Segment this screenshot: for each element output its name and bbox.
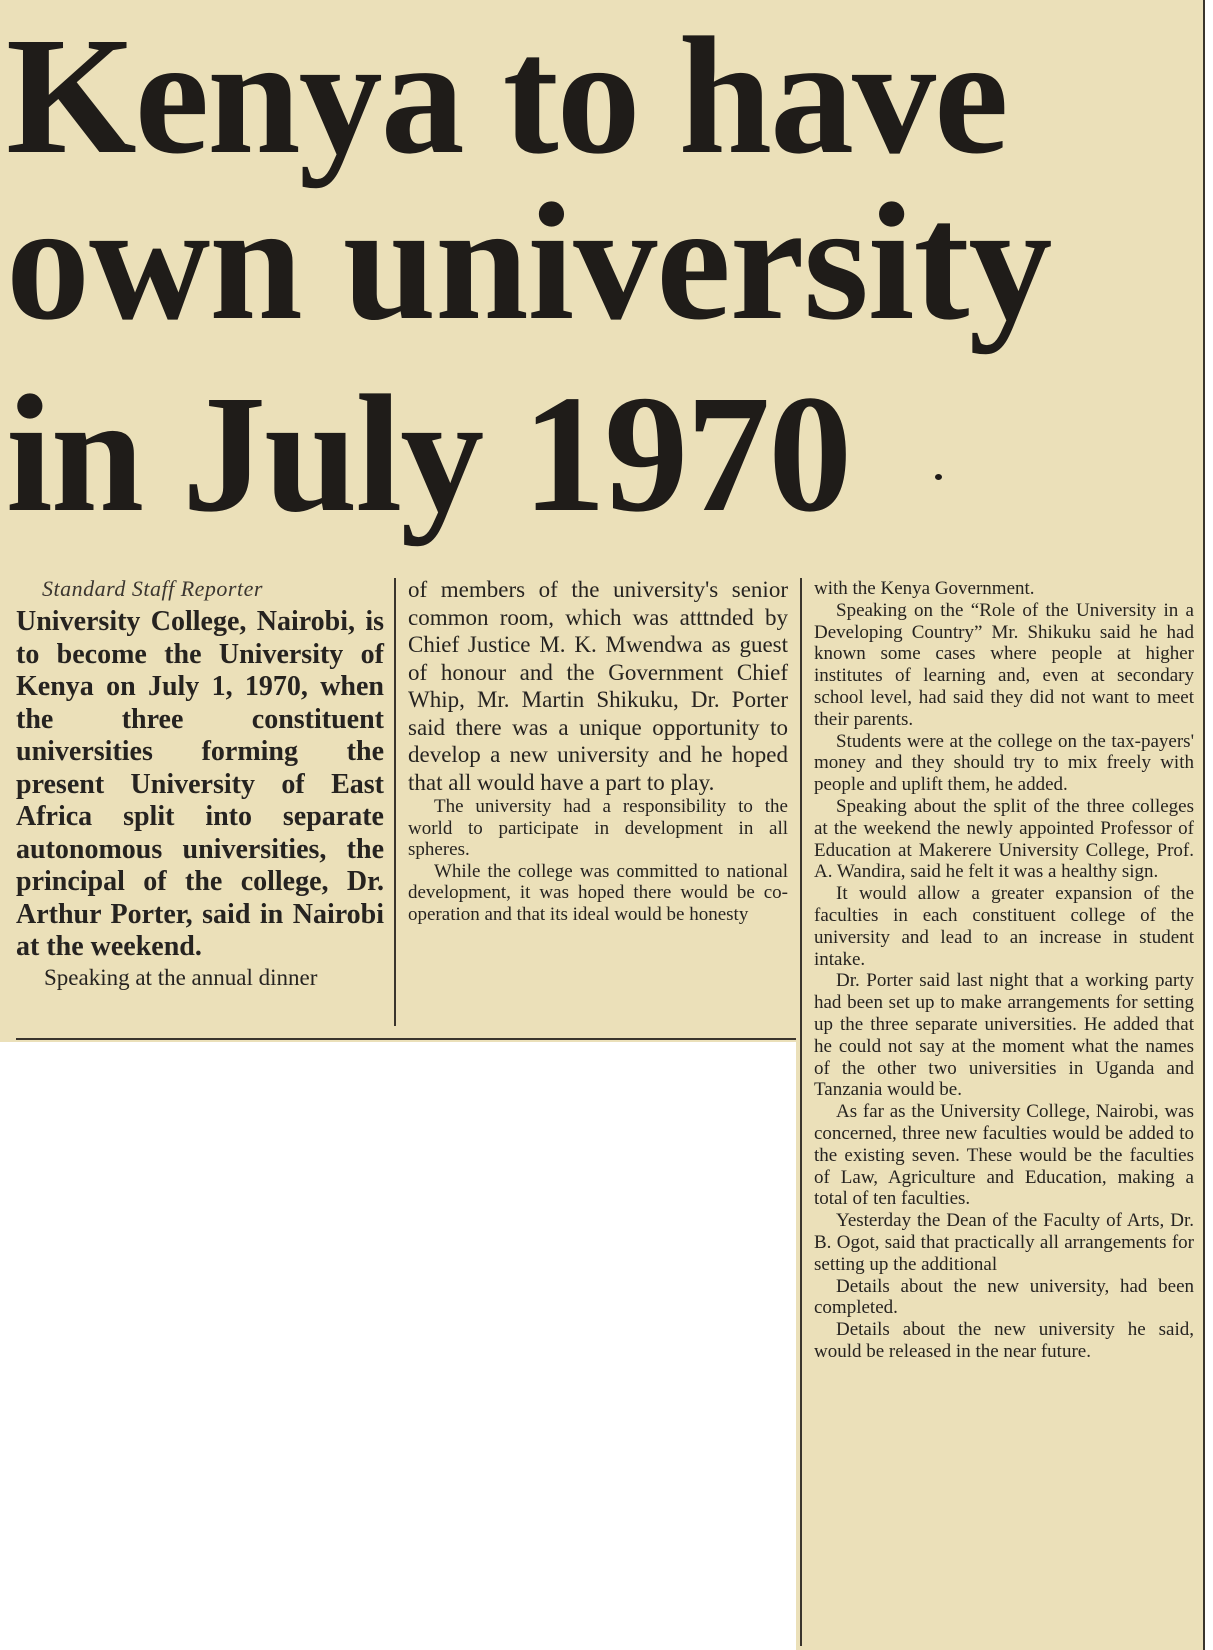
- column3-paragraph-1: with the Kenya Government.: [814, 578, 1035, 599]
- column3-paragraph-4: Speaking about the split of the three colleges at the weekend the newly appointed Professor of Education at Makerere University College, Prof. A. Wandira, said he felt it was a healthy sign.: [814, 795, 1194, 883]
- clipping-right-edge: [1203, 0, 1205, 1650]
- column1-tail-paragraph: Speaking at the annual dinner: [44, 964, 318, 990]
- headline-line-1: Kenya to have: [6, 3, 1007, 189]
- lead-paragraph: University College, Nairobi, is to become the University of Kenya on July 1, 1970, when the three constituent universities forming the present University of East Africa split into separate autonomous universities, the principal of the college, Dr. Arthur Porter, said in Nairobi at the weekend.: [16, 606, 384, 962]
- article-column-3: [814, 578, 1194, 1363]
- byline: Standard Staff Reporter: [42, 576, 263, 601]
- column3-paragraph-6: Dr. Porter said last night that a working party had been set up to make arrangements for setting up the three separate universities. He added that he could not say at the moment what the names of the other two universities in Uganda and Tanzania would be.: [814, 970, 1194, 1101]
- column2-paragraph-3: While the college was committed to national development, it was hoped there would be co-operation and that its ideal would be honesty: [408, 860, 788, 925]
- column-rule-1: [394, 578, 396, 1026]
- column3-paragraph-2: Speaking on the “Role of the University in a Developing Country” Mr. Shikuku said he had known some cases where people at higher institutes of learning and, even at secondary school level, had said they did not want to meet their parents.: [814, 599, 1194, 730]
- column2-paragraph-1: of members of the university's senior common room, which was atttnded by Chief Justice M. K. Mwendwa as guest of honour and the Government Chief Whip, Mr. Martin Shikuku, Dr. Porter said there was a unique opportunity to develop a new university and he hoped that all would have a part to play.: [408, 577, 788, 795]
- column3-paragraph-10: Details about the new university he said, would be released in the near future.: [814, 1319, 1194, 1362]
- column2-paragraph-2: The university had a responsibility to the world to participate in development in all spheres.: [408, 796, 788, 860]
- column3-paragraph-3: Students were at the college on the tax-payers' money and they should try to mix freely with people and uplift them, he added.: [814, 730, 1194, 796]
- column3-paragraph-8: Yesterday the Dean of the Faculty of Arts, Dr. B. Ogot, said that practically all arrangements for setting up the additional: [814, 1210, 1194, 1275]
- column-rule-2: [800, 578, 802, 1646]
- headline-line-2: own university: [6, 169, 1052, 355]
- bottom-rule: [16, 1038, 796, 1040]
- headline-line-3: in July 1970: [6, 361, 851, 547]
- article-column-1: [16, 576, 384, 991]
- column3-paragraph-9: Details about the new university, had been completed.: [814, 1275, 1194, 1319]
- column3-paragraph-7: As far as the University College, Nairobi, was concerned, three new faculties would be added to the existing seven. These would be the faculties of Law, Agriculture and Education, making a total of ten faculties.: [814, 1101, 1194, 1210]
- headline-period-mark: [935, 474, 942, 480]
- column3-paragraph-5: It would allow a greater expansion of the faculties in each constituent college of the university and lead to an increase in student intake.: [814, 883, 1194, 970]
- article-column-2: [408, 576, 788, 925]
